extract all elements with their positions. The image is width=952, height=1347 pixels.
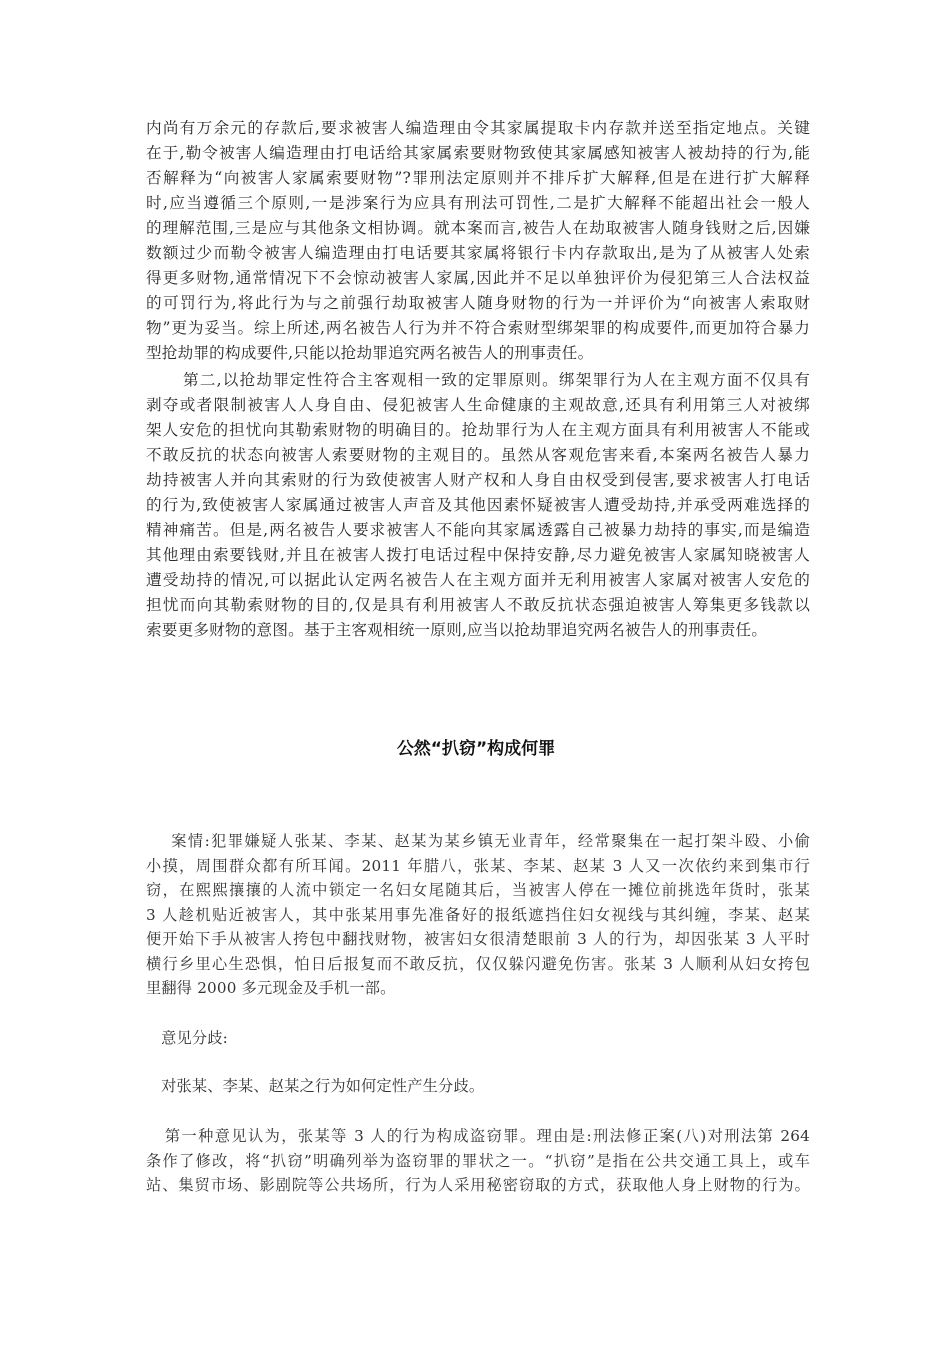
text-line: 对张某、李某、赵某之行为如何定性产生分歧。 — [146, 1077, 485, 1095]
text-line: 在于,勒令被害人编造理由打电话给其家属索要财物致使其家属感知被害人被劫持的行为,能 — [146, 144, 810, 162]
text-line: 条作了修改，将“扒窃”明确列举为盗窃罪的罪状之一。“扒窃”是指在公共交通工具上，或车 — [146, 1151, 810, 1170]
text-line: 劫持被害人并向其索财的行为致使被害人财产权和人身自由权受到侵害,要求被害人打电话 — [146, 471, 810, 489]
case-description — [146, 829, 810, 1001]
text-line: 担忧而向其勒索财物的目的,仅是具有利用被害人不敢反抗状态强迫被害人筹集更多钱款以 — [146, 596, 810, 614]
text-line: 的可罚行为,将此行为与之前强行劫取被害人随身财物的行为一并评价为“向被害人索取财 — [146, 294, 810, 312]
text-line: 索要更多财物的意图。基于主客观相统一原则,应当以抢劫罪追究两名被告人的刑事责任。 — [146, 621, 768, 639]
text-line: 的理解范围,三是应与其他条文相协调。就本案而言,被告人在劫取被害人随身钱财之后,因嫌 — [146, 219, 810, 237]
text-line: 架人安危的担忧向其勒索财物的明确目的。抢劫罪行为人在主观方面具有利用被害人不能或 — [146, 421, 810, 439]
text-line: 数额过少而勒令被害人编造理由打电话要其家属将银行卡内存款取出,是为了从被害人处索 — [146, 244, 810, 262]
text-line: 不敢反抗的状态向被害人索要财物的主观目的。虽然从客观危害来看,本案两名被告人暴力 — [146, 446, 810, 464]
text-line: 站、集贸市场、影剧院等公共场所，行为人采用秘密窃取的方式，获取他人身上财物的行为。 — [146, 1176, 810, 1194]
text-line: 其他理由索要钱财,并且在被害人拨打电话过程中保持安静,尽力避免被害人家属知晓被害人 — [146, 546, 810, 564]
dispute-label — [146, 1026, 810, 1051]
text-line: 第二,以抢劫罪定性符合主客观相一致的定罪原则。绑架罪行为人在主观方面不仅具有 — [146, 371, 810, 389]
text-line: 否解释为“向被害人家属索要财物”?罪刑法定原则并不排斥扩大解释,但是在进行扩大解释 — [146, 169, 810, 187]
section1-text — [146, 116, 810, 366]
first-opinion — [146, 1124, 810, 1198]
section1-paragraph2 — [146, 368, 810, 643]
text-line: 案情:犯罪嫌疑人张某、李某、赵某为某乡镇无业青年，经常聚集在一起打架斗殴、小偷 — [146, 832, 810, 850]
text-line: 便开始下手从被害人挎包中翻找财物，被害妇女很清楚眼前 3 人的行为，却因张某 3 人平时 — [146, 930, 810, 948]
text-line: 遭受劫持的情况,可以据此认定两名被告人在主观方面并无利用被害人家属对被害人安危的 — [146, 571, 810, 589]
text-line: 型抢劫罪的构成要件,只能以抢劫罪追究两名被告人的刑事责任。 — [146, 344, 594, 362]
text-line: 意见分歧: — [146, 1029, 228, 1047]
text-line: 剥夺或者限制被害人人身自由、侵犯被害人生命健康的主观故意,还具有利用第三人对被绑 — [146, 396, 810, 414]
text-line: 的行为,致使被害人家属通过被害人声音及其他因素怀疑被害人遭受劫持,并承受两难选择的 — [146, 496, 810, 514]
text-line: 时,应当遵循三个原则,一是涉案行为应具有刑法可罚性,二是扩大解释不能超出社会一般人 — [146, 194, 810, 212]
dispute-question — [146, 1074, 810, 1099]
text-line: 精神痛苦。但是,两名被告人要求被害人不能向其家属透露自己被暴力劫持的事实,而是编造 — [146, 521, 810, 539]
text-line: 3 人趁机贴近被害人，其中张某用事先准备好的报纸遮挡住妇女视线与其纠缠，李某、赵某 — [146, 905, 810, 924]
text-line: 小摸，周围群众都有所耳闻。2011 年腊八，张某、李某、赵某 3 人又一次依约来到集市行 — [146, 856, 810, 875]
text-line: 内尚有万余元的存款后,要求被害人编造理由令其家属提取卡内存款并送至指定地点。关键 — [146, 119, 810, 137]
text-line: 得更多财物,通常情况下不会惊动被害人家属,因此并不足以单独评价为侵犯第三人合法权益 — [146, 269, 810, 287]
text-line: 里翻得 2000 多元现金及手机一部。 — [146, 979, 396, 997]
text-line: 横行乡里心生恐惧，怕日后报复而不敢反抗，仅仅躲闪避免伤害。张某 3 人顺利从妇女挎包 — [146, 954, 810, 973]
text-line: 窃，在熙熙攘攘的人流中锁定一名妇女尾随其后，当被害人停在一摊位前挑选年货时，张某 — [146, 881, 810, 899]
text-line: 物”更为妥当。综上所述,两名被告人行为并不符合索财型绑架罪的构成要件,而更加符合暴力 — [146, 319, 810, 337]
article-title: 公然“扒窃”构成何罪 — [396, 739, 556, 759]
text-line: 第一种意见认为，张某等 3 人的行为构成盗窃罪。理由是:刑法修正案(八)对刑法第 264 — [146, 1127, 810, 1145]
